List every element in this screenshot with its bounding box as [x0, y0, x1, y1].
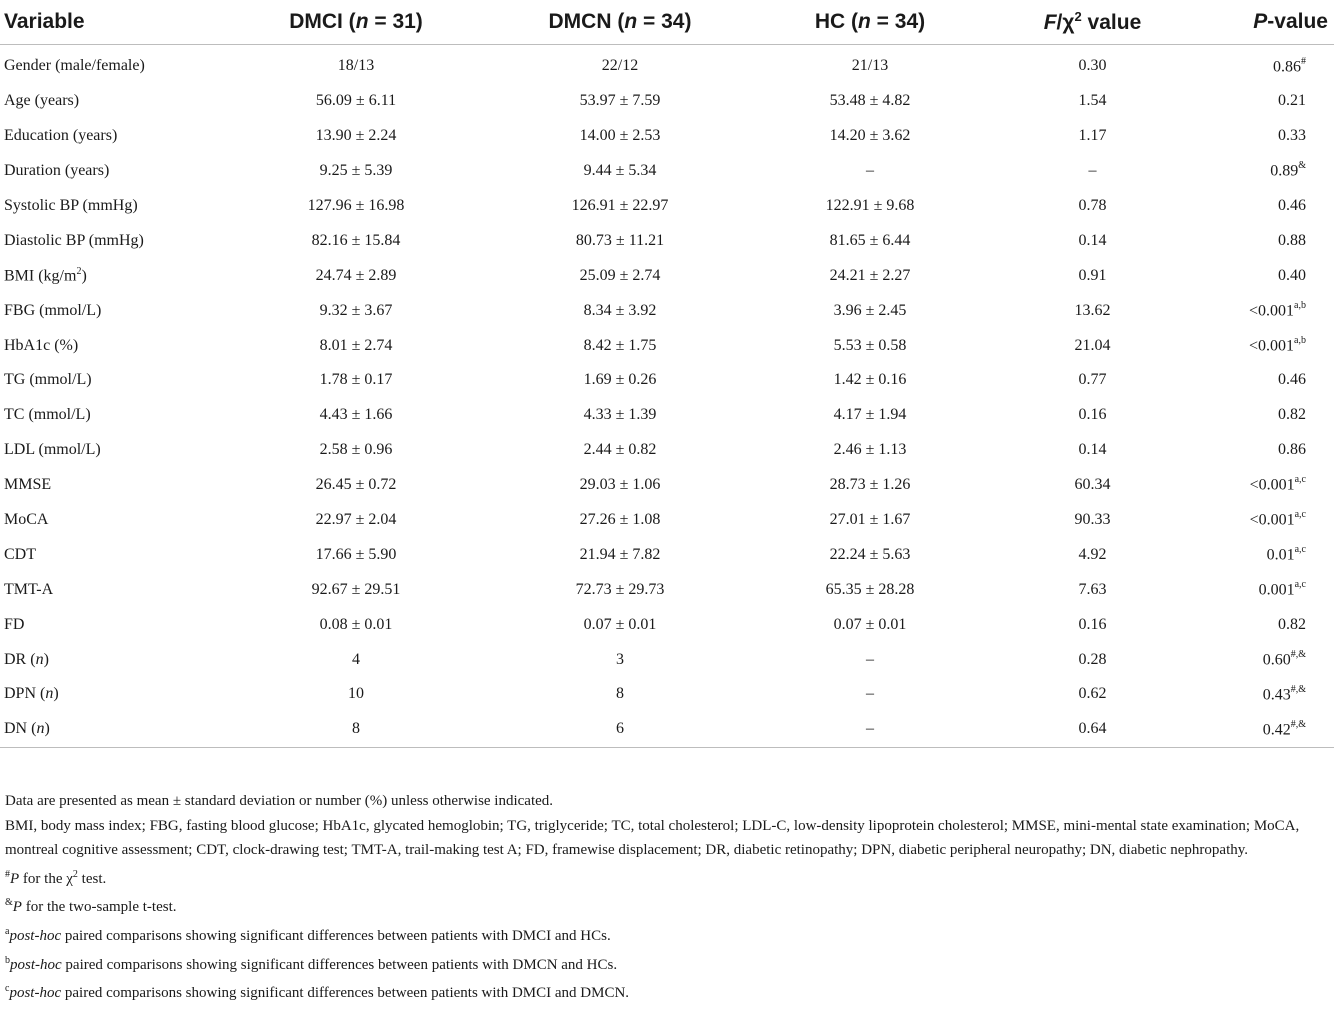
cell-p-value: 0.86 — [1278, 441, 1306, 459]
cell-hc: 24.21 ± 2.27 — [829, 266, 911, 284]
cell-variable: DPN (n) — [4, 685, 59, 703]
cell-variable: TMT-A — [4, 580, 54, 598]
table-row — [0, 433, 1334, 468]
cell-p-value: 0.46 — [1278, 371, 1306, 389]
cell-p-value: 0.88 — [1278, 231, 1306, 249]
note-posthoc-a: $^a$post-hoc paired comparisons showing significant differences between patients with DMCI and HCs. — [5, 925, 611, 944]
cell-dmci: 22.97 ± 2.04 — [315, 511, 397, 529]
cell-hc: 53.48 ± 4.82 — [829, 92, 911, 110]
cell-p-value: $<0.001^{a,c}$ — [1249, 509, 1306, 529]
cell-variable: Age (years) — [4, 92, 80, 110]
cell-dmcn: 2.44 ± 0.82 — [583, 441, 657, 459]
cell-hc: 27.01 ± 1.67 — [829, 511, 911, 529]
p-value-footnote-mark: #,& — [1290, 718, 1306, 730]
table-row — [0, 45, 1334, 84]
cell-dmci: 2.58 ± 0.96 — [319, 441, 393, 459]
table-row — [0, 363, 1334, 398]
cell-dmci: 24.74 ± 2.89 — [315, 266, 397, 284]
cell-p-value: $<0.001^{a,b}$ — [1249, 300, 1306, 320]
cell-dmci: 10 — [348, 685, 364, 703]
cell-statistic: 1.54 — [1078, 92, 1107, 110]
cell-dmci: 92.67 ± 29.51 — [311, 580, 401, 598]
cell-statistic: 60.34 — [1074, 476, 1111, 494]
table-row — [0, 154, 1334, 189]
table-row — [0, 607, 1334, 642]
p-value-footnote-mark: # — [1301, 55, 1306, 67]
p-value-footnote-mark: #,& — [1290, 683, 1306, 695]
cell-dmcn: 22/12 — [601, 57, 639, 75]
cell-variable: Systolic BP (mmHg) — [4, 197, 138, 214]
table-row — [0, 293, 1334, 328]
table-row — [0, 677, 1334, 712]
cell-p-value: $<0.001^{a,c}$ — [1249, 474, 1306, 494]
cell-dmcn: 27.26 ± 1.08 — [579, 511, 661, 529]
p-value-footnote-mark: a,b — [1294, 334, 1306, 346]
cell-dmcn: 8.42 ± 1.75 — [583, 336, 657, 354]
cell-dmci: 8.01 ± 2.74 — [319, 336, 393, 354]
header-p-value: P-value — [1200, 0, 1334, 45]
table-row — [0, 189, 1334, 224]
cell-statistic: 90.33 — [1074, 511, 1111, 529]
table-row — [0, 328, 1334, 363]
table-row — [0, 398, 1334, 433]
cell-dmcn: 9.44 ± 5.34 — [583, 162, 657, 180]
cell-variable: DN (n) — [0, 712, 227, 747]
cell-statistic: 0.77 — [1078, 371, 1107, 389]
table-row — [0, 712, 1334, 747]
cell-p-value: 0.82 — [1278, 615, 1306, 633]
cell-dmci: 82.16 ± 15.84 — [311, 231, 401, 249]
cell-hc: 81.65 ± 6.44 — [829, 231, 911, 249]
cell-p-value: 0.33 — [1278, 127, 1306, 145]
cell-dmci: 127.96 ± 16.98 — [307, 197, 405, 214]
cell-statistic: 0.62 — [1078, 685, 1107, 703]
cell-dmcn: 72.73 ± 29.73 — [575, 580, 665, 598]
cell-dmci: 4.43 ± 1.66 — [319, 406, 393, 424]
cell-p-value: 0.21 — [1278, 92, 1306, 110]
note-posthoc-c: $^c$post-hoc paired comparisons showing significant differences between patients with DMCI and DMCN. — [5, 983, 630, 1002]
cell-p-value: 0.46 — [1278, 197, 1306, 214]
cell-p-value: 0.43#,& — [1262, 683, 1306, 704]
cell-hc: – — [866, 650, 874, 668]
cell-variable: Education (years) — [4, 127, 118, 145]
table-row — [0, 642, 1334, 677]
cell-p-value: 0.60#,& — [1262, 648, 1306, 669]
cell-hc: 65.35 ± 28.28 — [825, 580, 915, 598]
cell-statistic: 0.16 — [1078, 615, 1107, 633]
cell-variable: TC (mmol/L) — [4, 406, 91, 424]
cell-dmcn: 53.97 ± 7.59 — [579, 92, 661, 110]
cell-dmci: 4 — [352, 650, 360, 668]
cell-statistic: 4.92 — [1078, 545, 1107, 563]
cell-hc: 21/13 — [851, 57, 889, 75]
table-row — [0, 468, 1334, 503]
cell-dmcn: 3 — [616, 650, 624, 668]
cell-statistic: 1.17 — [1078, 127, 1107, 145]
p-value-footnote-mark: & — [1298, 160, 1306, 172]
cell-p-value: 0.89& — [1270, 160, 1306, 180]
table-row — [0, 572, 1334, 607]
cell-statistic: – — [1088, 162, 1097, 180]
cell-statistic: 0.28 — [1078, 650, 1107, 668]
note-t-test: &P for the two-sample t-test. — [5, 897, 177, 916]
cell-statistic: 7.63 — [1078, 580, 1107, 598]
cell-p-value: 0.01$^{a,c}$ — [1266, 544, 1306, 564]
cell-dmcn: 126.91 ± 22.97 — [571, 197, 669, 214]
cell-dmcn: 25.09 ± 2.74 — [579, 266, 661, 284]
cell-variable: MoCA — [4, 511, 49, 529]
cell-statistic: 0.91 — [1078, 266, 1107, 284]
cell-hc: 4.17 ± 1.94 — [833, 406, 907, 424]
cell-statistic: 21.04 — [1074, 336, 1111, 354]
cell-dmcn: 1.69 ± 0.26 — [583, 371, 657, 389]
cell-statistic: 0.14 — [1078, 441, 1107, 459]
cell-dmci: 18/13 — [337, 57, 375, 75]
cell-dmcn: 0.07 ± 0.01 — [583, 615, 657, 633]
note-chi-square: #P for the $\chi^2$ test. — [5, 868, 107, 887]
p-value-footnote-mark: a,c — [1294, 544, 1306, 556]
cell-dmci: 1.78 ± 0.17 — [319, 371, 393, 389]
cell-dmci: 9.25 ± 5.39 — [319, 162, 393, 180]
cell-dmcn: 8 — [616, 685, 624, 703]
cell-p-value: 0.40 — [1278, 266, 1306, 284]
cell-dmcn: 29.03 ± 1.06 — [579, 476, 661, 494]
note-abbreviations: BMI, body mass index; FBG, fasting blood glucose; HbA1c, glycated hemoglobin; TG, triglyceride; TC, total cholesterol; LDL-C, low-density lipoprotein cholesterol; MMSE, mini-mental state examination; MoCA, montreal cognitive assessment; CDT, clock-drawing test; TMT-A, trail-making test A; FD, framewise displacement; DR, diabetic retinopathy; DPN, diabetic peripheral neuropathy; DN, diabetic nephropathy. — [5, 817, 1300, 859]
cell-hc: – — [866, 685, 874, 703]
cell-variable: HbA1c (%) — [4, 336, 79, 354]
cell-hc: 2.46 ± 1.13 — [833, 441, 907, 459]
note-data-presentation: Data are presented as mean ± standard deviation or number (%) unless otherwise indicated. — [5, 793, 554, 809]
cell-dmcn: 4.33 ± 1.39 — [583, 406, 657, 424]
cell-p-value: 0.001$^{a,c}$ — [1258, 579, 1306, 599]
cell-dmcn: 80.73 ± 11.21 — [575, 231, 665, 249]
cell-variable: FD — [4, 615, 25, 633]
table-row — [0, 84, 1334, 119]
p-value-footnote-mark: a,b — [1294, 300, 1306, 312]
cell-dmci: 8 — [227, 712, 485, 747]
cell-variable: MMSE — [4, 476, 52, 494]
p-value-footnote-mark: a,c — [1294, 474, 1306, 486]
cell-statistic: 0.78 — [1078, 197, 1107, 214]
table-row — [0, 503, 1334, 538]
cell-statistic: 0.30 — [1078, 57, 1107, 75]
cell-p-value: 0.42#,& — [1200, 712, 1334, 747]
cell-hc: – — [866, 162, 874, 180]
cell-dmci: 13.90 ± 2.24 — [315, 127, 397, 145]
p-value-footnote-mark: a,c — [1294, 579, 1306, 591]
cell-dmci: 17.66 ± 5.90 — [315, 545, 397, 563]
table-row — [0, 223, 1334, 258]
cell-dmcn: 8.34 ± 3.92 — [583, 301, 657, 319]
table-body — [0, 45, 1334, 748]
p-value-footnote-mark: #,& — [1290, 648, 1306, 660]
p-value-footnote-mark: a,c — [1294, 509, 1306, 521]
table-row — [0, 537, 1334, 572]
cell-hc: 0.07 ± 0.01 — [833, 615, 907, 633]
cell-variable: DR (n) — [4, 650, 49, 668]
cell-statistic: 0.64 — [985, 712, 1200, 747]
cell-variable: Duration (years) — [4, 162, 110, 180]
cell-statistic: 13.62 — [1074, 301, 1111, 319]
cell-dmci: 26.45 ± 0.72 — [315, 476, 397, 494]
cell-p-value: $<0.001^{a,b}$ — [1249, 334, 1306, 355]
cell-variable: Diastolic BP (mmHg) — [4, 231, 144, 249]
cell-statistic: 0.16 — [1078, 406, 1107, 424]
cell-hc: 5.53 ± 0.58 — [833, 336, 907, 354]
cell-dmcn: 14.00 ± 2.53 — [579, 127, 661, 145]
cell-variable: Gender (male/female) — [4, 57, 145, 75]
cell-variable: LDL (mmol/L) — [4, 441, 101, 459]
cell-hc: 1.42 ± 0.16 — [833, 371, 907, 389]
cell-statistic: 0.14 — [1078, 231, 1107, 249]
header-dmcn: DMCN (n = 34) — [485, 0, 755, 45]
cell-dmci: 9.32 ± 3.67 — [319, 301, 393, 319]
cell-dmci: 0.08 ± 0.01 — [319, 615, 393, 633]
cell-hc: – — [755, 712, 985, 747]
cell-variable: FBG (mmol/L) — [4, 301, 102, 319]
cell-dmci: 56.09 ± 6.11 — [315, 92, 397, 110]
cell-p-value: 0.86# — [1273, 55, 1306, 76]
note-posthoc-b: $^b$post-hoc paired comparisons showing significant differences between patients with DMCN and HCs. — [5, 954, 618, 973]
cell-hc: 28.73 ± 1.26 — [829, 476, 911, 494]
cell-variable: TG (mmol/L) — [4, 371, 92, 389]
cell-variable: BMI $(kg/m^2)$ — [4, 266, 87, 285]
header-hc: HC (n = 34) — [755, 0, 985, 45]
cell-hc: 14.20 ± 3.62 — [829, 127, 911, 145]
cell-dmcn: 6 — [485, 712, 755, 747]
cell-hc: 122.91 ± 9.68 — [825, 197, 915, 214]
header-dmci: DMCI (n = 31) — [227, 0, 485, 45]
header-statistic: $F/\chi^2$ value — [985, 0, 1200, 45]
header-variable: Variable — [0, 0, 227, 45]
cell-hc: 22.24 ± 5.63 — [829, 545, 911, 563]
cell-p-value: 0.82 — [1278, 406, 1306, 424]
cell-hc: 3.96 ± 2.45 — [833, 301, 907, 319]
cell-variable: CDT — [4, 545, 36, 563]
table-footnotes — [5, 789, 1330, 1006]
header-row — [0, 0, 1334, 45]
table-row — [0, 258, 1334, 293]
cell-dmcn: 21.94 ± 7.82 — [579, 545, 661, 563]
table-row — [0, 119, 1334, 154]
